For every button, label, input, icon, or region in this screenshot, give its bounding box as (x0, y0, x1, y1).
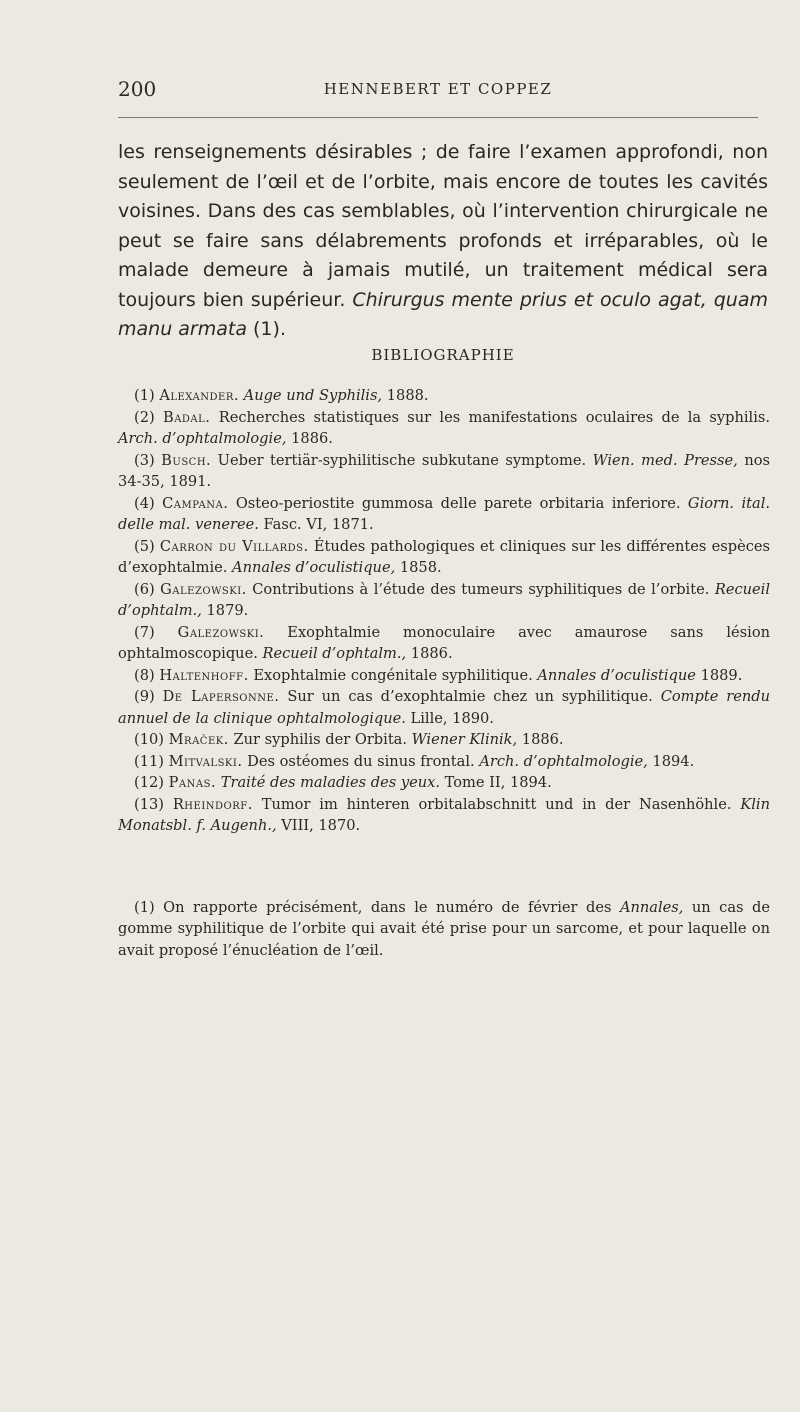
body-text-end: (1). (246, 318, 286, 340)
body-paragraph (118, 138, 768, 345)
body-text: les renseignements désirables ; de faire l’examen approfondi, non seulement de l’œil et de l’orbite, mais encore de toutes les cavités voisines. Dans des cas semblables, où l’intervention chirurgicale ne peut se faire sans délabrements profonds et irréparables, où le malade demeure à jamais mutilé, un traitement médical sera toujours bien supérieur. (118, 141, 768, 311)
page-number: 200 (118, 77, 157, 101)
reference-item: (2) Badal. Recherches statistiques sur les manifestations oculaires de la syphilis. Arch. d’ophtalmologie, 1886. (118, 408, 771, 447)
reference-item: (13) Rheindorf. Tumor im hinteren orbitalabschnitt und in der Nasenhöhle. Klin Monatsbl. f. Augenh., VIII, 1870. (118, 795, 770, 834)
header-rule (118, 117, 758, 118)
reference-item: (1) Alexander. Auge und Syphilis, 1888. (134, 387, 429, 404)
bibliography-list (118, 385, 770, 837)
reference-item: (6) Galezowski. Contributions à l’étude des tumeurs syphilitiques de l’orbite. Recueil d’ophtalm., 1879. (118, 580, 770, 619)
footnote: (1) On rapporte précisément, dans le numéro de février des Annales, un cas de gomme syphilitique de l’orbite qui avait été prise pour un sarcome, et pour laquelle on avait proposé l’énucléation de l’œil. (118, 898, 770, 959)
reference-item: (5) Carron du Villards. Études pathologiques et cliniques sur les différentes espèces d’exophtalmie. Annales d’oculistique, 1858. (118, 537, 770, 576)
reference-item: (4) Campana. Osteo-periostite gummosa delle parete orbitaria inferiore. Giorn. ital. delle mal. veneree. Fasc. VI, 1871. (118, 494, 771, 533)
reference-item: (12) Panas. Traité des maladies des yeux. Tome II, 1894. (134, 774, 552, 791)
reference-item: (3) Busch. Ueber tertiär-syphilitische subkutane symptome. Wien. med. Presse, nos 34-35, 1891. (118, 451, 770, 490)
reference-item: (10) Mraček. Zur syphilis der Orbita. Wiener Klinik, 1886. (134, 731, 564, 748)
page-header (118, 74, 758, 104)
reference-item: (8) Haltenhoff. Exophtalmie congénitale syphilitique. Annales d’oculistique 1889. (134, 666, 743, 684)
bibliography-title: BIBLIOGRAPHIE (371, 346, 515, 364)
reference-item: (7) Galezowski. Exophtalmie monoculaire avec amaurose sans lésion ophtalmoscopique. Recueil d’ophtalm., 1886. (118, 623, 771, 662)
reference-item: (9) De Lapersonne. Sur un cas d’exophtalmie chez un syphilitique. Compte rendu annuel de la clinique ophtalmologique. Lille, 1890. (118, 688, 770, 727)
reference-item: (11) Mitvalski. Des ostéomes du sinus frontal. Arch. d’ophtalmologie, 1894. (134, 752, 695, 770)
latin-quote: Chirurgus mente prius et oculo agat, quam manu armata (118, 288, 768, 340)
running-head: HENNEBERT ET COPPEZ (323, 80, 553, 98)
